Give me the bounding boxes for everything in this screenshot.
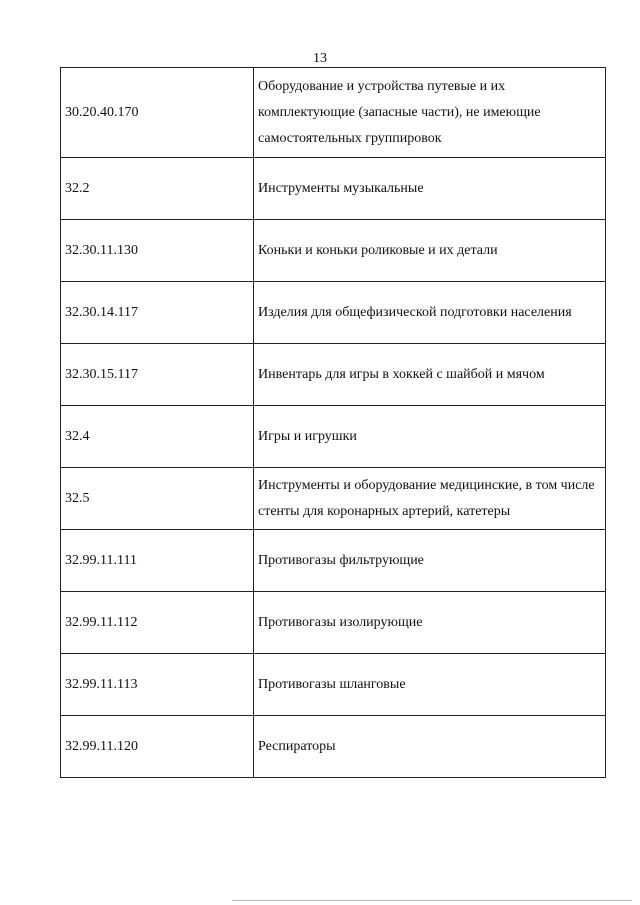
code-cell: 32.5 xyxy=(61,468,254,530)
code-cell: 32.99.11.120 xyxy=(61,716,254,778)
description-cell: Инструменты музыкальные xyxy=(254,158,606,220)
table-row xyxy=(61,406,606,468)
description-cell: Оборудование и устройства путевые и их комплектующие (запасные части), не имеющие самостоятельных группировок xyxy=(254,68,606,158)
code-cell: 32.99.11.112 xyxy=(61,592,254,654)
table-row xyxy=(61,220,606,282)
description-cell: Изделия для общефизической подготовки населения xyxy=(254,282,606,344)
table-row xyxy=(61,344,606,406)
table-row xyxy=(61,282,606,344)
page-number: 13 xyxy=(313,51,327,66)
code-cell: 32.30.14.117 xyxy=(61,282,254,344)
description-cell: Противогазы фильтрующие xyxy=(254,530,606,592)
table-row xyxy=(61,468,606,530)
code-cell: 32.2 xyxy=(61,158,254,220)
description-cell: Респираторы xyxy=(254,716,606,778)
code-cell: 32.99.11.111 xyxy=(61,530,254,592)
table-row xyxy=(61,158,606,220)
description-cell: Противогазы изолирующие xyxy=(254,592,606,654)
code-cell: 32.30.15.117 xyxy=(61,344,254,406)
code-cell: 32.30.11.130 xyxy=(61,220,254,282)
table-row xyxy=(61,592,606,654)
scan-edge-line xyxy=(232,900,632,901)
table-row xyxy=(61,68,606,158)
description-cell: Коньки и коньки роликовые и их детали xyxy=(254,220,606,282)
codes-table xyxy=(60,67,606,778)
description-cell: Инвентарь для игры в хоккей с шайбой и мячом xyxy=(254,344,606,406)
table-row xyxy=(61,530,606,592)
description-cell: Противогазы шланговые xyxy=(254,654,606,716)
table-row xyxy=(61,654,606,716)
code-cell: 32.99.11.113 xyxy=(61,654,254,716)
code-cell: 32.4 xyxy=(61,406,254,468)
description-cell: Игры и игрушки xyxy=(254,406,606,468)
description-cell: Инструменты и оборудование медицинские, в том числе стенты для коронарных артерий, катетеры xyxy=(254,468,606,530)
table-row xyxy=(61,716,606,778)
code-cell: 30.20.40.170 xyxy=(61,68,254,158)
